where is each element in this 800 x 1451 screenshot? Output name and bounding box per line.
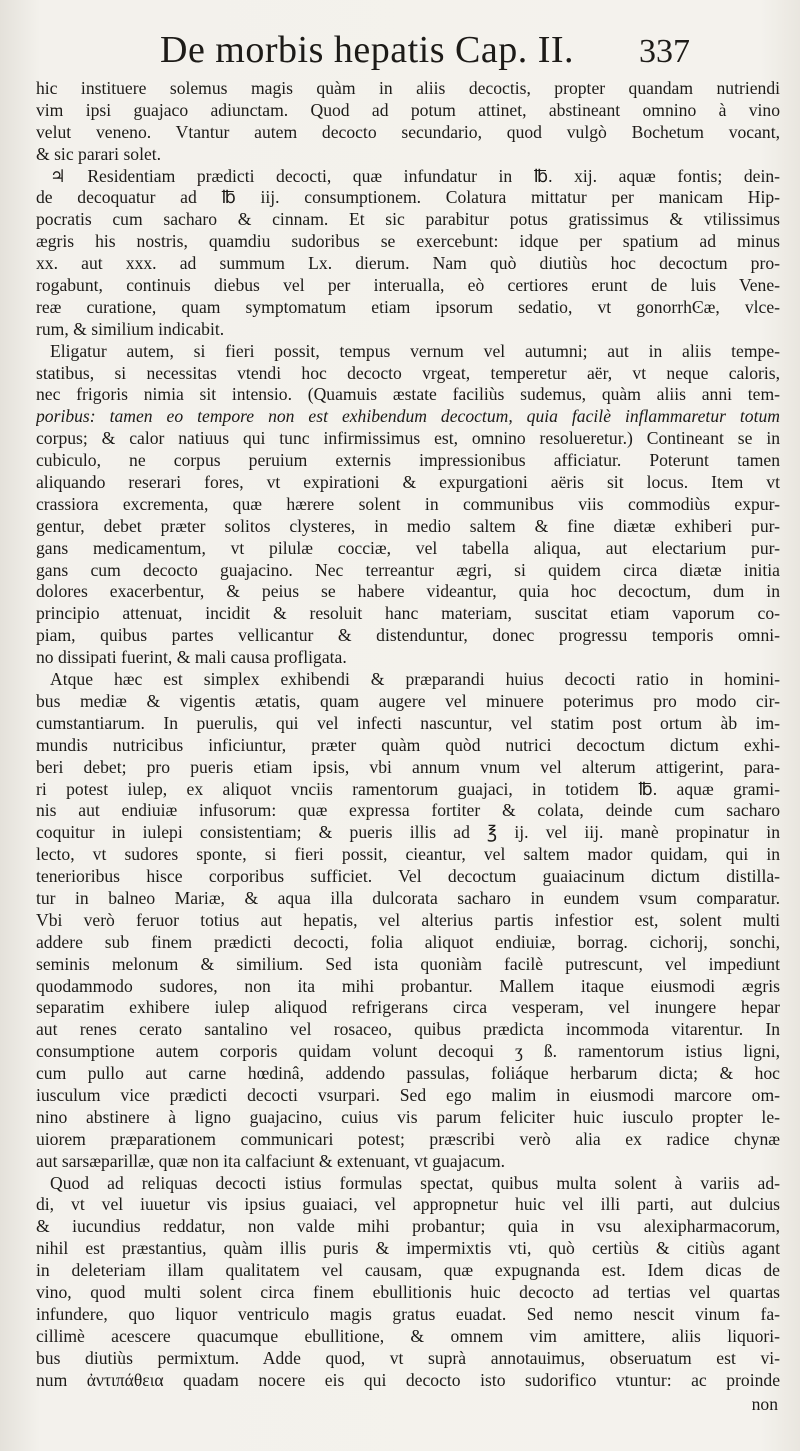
text-line: uiorem præparationem communicari potest; præscribi verò alia ex radice chynæ [36, 1128, 780, 1149]
text-line: & sic parari solet. [36, 143, 162, 164]
text-line: hic instituere solemus magis quàm in aliis decoctis, propter quandam nutriendi [36, 78, 780, 98]
text-line: addere sub finem prædicti decocti, folia aliquot endiuiæ, borrag. cichorij, sonchi, [36, 931, 780, 952]
text-line: bus diutiùs permixtum. Adde quod, vt suprà annotauimus, obseruatum est vi- [36, 1347, 780, 1368]
text-line: ægris his nostris, quamdiu sudoribus se exercebunt: idque per spatium ad minus [36, 231, 780, 252]
text-line: rum, & similium indicabit. [36, 318, 225, 339]
text-line: nec frigoris nimia sit intensio. (Quamuis æstate faciliùs sudemus, quàm aliis anni tem- [36, 384, 780, 405]
page-header [120, 22, 690, 78]
text-line: nihil est præstantius, quàm illis puris & impermixtis vti, quò certiùs & citiùs agant [36, 1238, 780, 1259]
text-line: principio attenuat, incidit & resoluit hanc materiam, suscitat etiam vaporum co- [36, 603, 780, 624]
page-number: 337 [639, 33, 690, 70]
text-line: vino, quod multi solent circa finem ebullitionis huic decocto ad tertias vel quartas [36, 1281, 780, 1302]
text-line: lecto, vt sudores sponte, si fieri possit, cieantur, vel saltem mador quidam, qui in [36, 844, 780, 865]
text-line: coquitur in iulepi consistentiam; & pueris illis ad ℥ ij. vel iij. manè propinatur in [36, 822, 780, 843]
text-line: quodammodo sudores, non ita mihi probantur. Mallem itaque eiusmodi ægris [36, 975, 780, 996]
text-line: aliquando reserari fores, vt expirationi & expurgationi aëris sit locus. Item vt [36, 472, 780, 493]
text-line: consumptione autem corporis quidam volunt decoqui ʒ ß. ramentorum istius ligni, [36, 1041, 780, 1062]
text-line: infundere, quo liquor ventriculo magis gratus euadat. Sed nemo nescit vinum fa- [36, 1303, 780, 1324]
text-line: gans cum decocto guajacino. Nec terreantur ægri, si quidem circa diætæ initia [36, 559, 780, 580]
text-line: statibus, si necessitas vtendi hoc decocto vrgeat, temperetur aër, vt neque caloris, [36, 362, 780, 383]
text-line: aut sarsæparillæ, quæ non ita calfaciunt & extenuant, vt guajacum. [36, 1150, 506, 1171]
text-line: di, vt vel iuuetur vis ipsius guaiaci, vel appropnetur huic vel illi parti, aut dulcius [36, 1194, 780, 1215]
text-line: Quod ad reliquas decocti istius formulas spectat, quibus multa solent à variis ad- [50, 1172, 780, 1193]
text-line: beri debet; pro pueris etiam ipsis, vbi annum vnum vel alterum attigerint, para- [36, 756, 780, 777]
text-line: corpus; & calor natiuus qui tunc infirmissimus est, omnino resolueretur.) Contineant se in [36, 428, 780, 449]
body-text [36, 78, 780, 1391]
running-title: De morbis hepatis Cap. II. [160, 29, 575, 71]
text-line: & iucundius reddatur, non valde mihi probantur; quia in vsu alexipharmacorum, [36, 1216, 780, 1237]
text-line: piam, quibus partes vellicantur & distenduntur, donec progressu temporis omni- [36, 625, 780, 646]
text-line: nino abstinere à ligno guajacino, cuius vis parum feliciter huic iusculo propter le- [36, 1106, 780, 1127]
text-line: no dissipati fuerint, & mali causa profligata. [36, 647, 347, 668]
catchword: non [751, 1394, 778, 1414]
text-line: reæ curatione, quam symptomatum etiam ipsorum sedatio, vt gonorrhϾæ, vlce- [36, 296, 780, 317]
text-line: cubiculo, ne corpus peruium externis impressionibus afficiatur. Poterunt tamen [36, 450, 780, 471]
text-line: Vbi verò feruor totius aut hepatis, vel alterius partis infestior est, solent multi [36, 909, 780, 930]
text-line: separatim exhibere iulep aliquod refrigerans circa vesperam, vel inungere hepar [36, 997, 780, 1018]
text-line: nis aut endiuiæ infusorum: quæ expressa fortiter & colata, deinde cum sacharo [36, 800, 780, 821]
text-line: seminis melonum & similium. Sed ista quoniàm facilè putrescunt, vel impediunt [36, 953, 780, 974]
text-line: num ἀντιπάθεια quadam nocere eis qui decocto isto sudorifico vtuntur: ac proinde [36, 1369, 780, 1390]
text-line: Eligatur autem, si fieri possit, tempus vernum vel autumni; aut in aliis tempe- [50, 340, 780, 361]
text-line: bus mediæ & vigentis ætatis, quam augere vel minuere poterimus pro modo cir- [36, 690, 780, 711]
text-line: iusculum vice prædicti decocti vsurpari. Sed ego malim in eiusmodi marcore om- [36, 1084, 780, 1105]
text-line: dolores exacerbentur, & peius se habere videantur, quia hoc decoctum, dum in [36, 581, 780, 602]
text-line: pocratis cum sacharo & cinnam. Et sic parabitur potus gratissimus & vtilissimus [36, 209, 780, 230]
text-line: xx. aut xxx. ad summum Lx. dierum. Nam quò diutiùs hoc decoctum pro- [36, 253, 780, 274]
text-line: in deleteriam illam qualitatem vel causam, quæ expugnanda est. Idem dicas de [36, 1260, 780, 1281]
text-line: velut veneno. Vtantur autem decocto secundario, quod vulgò Bochetum vocant, [36, 121, 780, 142]
text-line: ♃ Residentiam prædicti decocti, quæ infundatur in ℔. xij. aquæ fontis; dein- [50, 165, 780, 186]
text-line: cumstantiarum. In puerulis, qui vel infecti nascuntur, vel statim post ortum àb im- [36, 712, 780, 733]
text-line: vim ipsi guajaco adiunctam. Quod ad potum attinet, abstineant omnino à vino [36, 99, 780, 120]
text-line: cillimè acescere quacumque ebullitione, & omnem vim amittere, aliis liquori- [36, 1325, 780, 1346]
text-line: tur in balneo Mariæ, & aqua illa dulcorata sacharo in eundem vsum comparatur. [36, 887, 780, 908]
text-line: mundis nutricibus inficiuntur, præter quàm quòd nutrici decoctum dictum exhi- [36, 734, 780, 755]
text-line: tenerioribus hisce corporibus sufficiet. Vel decoctum guaiacinum dictum distilla- [36, 866, 780, 887]
text-line: de decoquatur ad ℔ iij. consumptionem. Colatura mittatur per manicam Hip- [36, 187, 780, 208]
text-line: gentur, debet præter solitos clysteres, in medio saltem & fine diætæ exhiberi pur- [36, 515, 780, 536]
text-line: crassiora excrementa, quæ hærere solent in communibus viis commodiùs expur- [36, 493, 780, 514]
text-line: poribus: tamen eo tempore non est exhibendum decoctum, quia facilè inflammaretur totum [36, 406, 780, 427]
text-line: ri potest iulep, ex aliquot vnciis ramentorum guajaci, in totidem ℔. aquæ grami- [36, 778, 780, 799]
text-line: aut renes cerato santalino vel rosaceo, quibus prædicta incommoda vitarentur. In [36, 1019, 780, 1040]
text-line: rogabunt, continuis diebus vel per interualla, eò certiores erunt de luis Vene- [36, 275, 780, 296]
text-line: gans medicamentum, vt pilulæ cocciæ, vel tabella aliqua, aut electarium pur- [36, 537, 780, 558]
text-line: cum pullo aut carne hœdinâ, addendo passulas, foliáque herbarum dicta; & hoc [36, 1063, 780, 1084]
text-line: Atque hæc est simplex exhibendi & præparandi huius decocti ratio in homini- [50, 669, 780, 690]
